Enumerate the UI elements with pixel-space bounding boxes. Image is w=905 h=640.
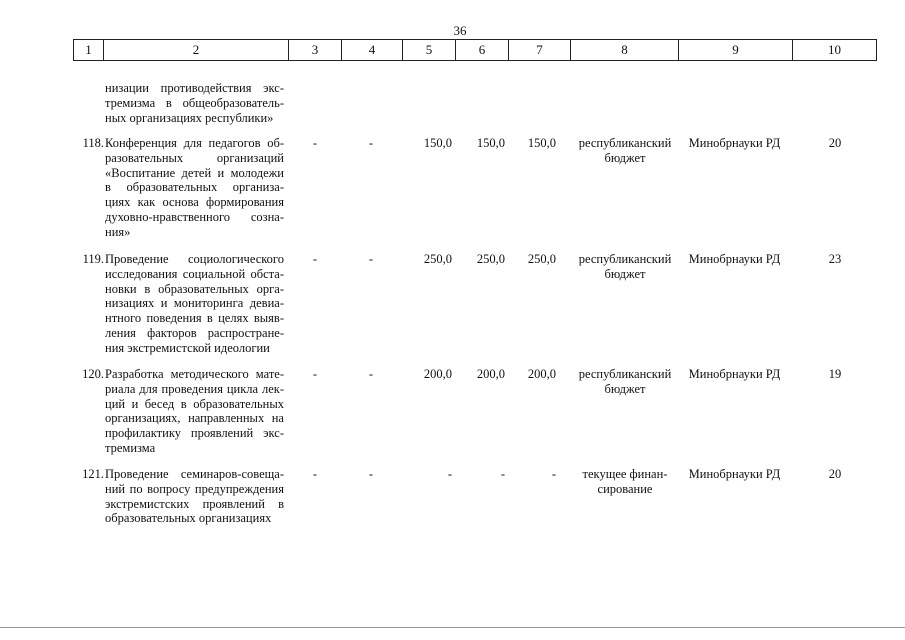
cell-col-3: - (312, 252, 318, 266)
text-line: исследования социальной обста- (105, 266, 284, 281)
cell-col-10: 19 (828, 367, 842, 381)
text-line: Проведение семинаров-совеща- (105, 467, 284, 481)
text-line: республиканский (578, 136, 672, 150)
cell-executor: Минобрнауки РД (688, 252, 781, 266)
row-number: 120. (82, 367, 104, 381)
cell-col-7: 150,0 (527, 136, 556, 150)
cell-col-6: - (500, 467, 505, 481)
text-line: бюджет (604, 266, 646, 281)
cell-executor: Минобрнауки РД (688, 467, 781, 481)
row-description (105, 136, 284, 240)
text-line: текущее финан- (582, 467, 668, 481)
cell-col-4: - (368, 136, 374, 150)
cell-col-5: 150,0 (423, 136, 452, 150)
text-line: республиканский (578, 367, 672, 381)
cell-col-10: 23 (828, 252, 842, 266)
cell-funding-source (570, 136, 680, 166)
cell-col-5: 250,0 (423, 252, 452, 266)
text-line: новки в образовательных орга- (105, 281, 284, 296)
header-col-2: 2 (103, 40, 288, 60)
text-line: тремизма в общеобразователь- (105, 95, 284, 110)
cell-col-7: - (551, 467, 556, 481)
header-col-3: 3 (288, 40, 341, 60)
text-line: ций и бесед в образовательных (105, 396, 284, 411)
header-col-8: 8 (570, 40, 678, 60)
text-line: образовательных организациях (105, 511, 272, 526)
page-number: 36 (453, 23, 467, 38)
text-line: сирование (597, 481, 653, 496)
cell-executor: Минобрнауки РД (688, 136, 781, 150)
text-line: Проведение социологического (105, 252, 284, 266)
text-line: нтного поведения в целях выяв- (105, 311, 284, 326)
header-col-6: 6 (455, 40, 508, 60)
text-line: риала для проведения цикла лек- (105, 381, 284, 396)
cell-col-5: 200,0 (423, 367, 452, 381)
text-line: духовно-нравственного созна- (105, 209, 284, 224)
text-line: ления факторов распростране- (105, 325, 284, 340)
cell-col-4: - (368, 252, 374, 266)
cell-col-7: 200,0 (527, 367, 556, 381)
cell-funding-source (570, 467, 680, 497)
cell-col-4: - (368, 367, 374, 381)
text-line: низациях и мониторинга девиа- (105, 296, 284, 311)
text-line: ния» (105, 224, 131, 239)
row-description (105, 467, 284, 526)
text-line: Разработка методического мате- (105, 367, 284, 381)
cell-col-3: - (312, 467, 318, 481)
cell-col-10: 20 (828, 467, 842, 481)
header-col-7: 7 (508, 40, 570, 60)
table-header (73, 39, 877, 61)
cell-col-3: - (312, 136, 318, 150)
text-line: разовательных организаций (105, 150, 284, 165)
row-number: 121. (82, 467, 104, 481)
text-line: Конференция для педагогов об- (105, 136, 284, 150)
scan-edge-line (0, 627, 905, 628)
cell-col-5: - (447, 467, 452, 481)
text-line: тремизма (105, 440, 156, 455)
text-line: в образовательных организа- (105, 180, 284, 195)
row-number: 119. (82, 252, 104, 266)
row-description (105, 252, 284, 356)
text-line: циях как основа формирования (105, 195, 284, 210)
text-line: экстремистских проявлений в (105, 496, 284, 511)
cell-funding-source (570, 252, 680, 282)
text-line: бюджет (604, 381, 646, 396)
row-description (105, 367, 284, 456)
text-line: ных организациях республики» (105, 110, 274, 125)
text-line: ния экстремистской идеологии (105, 340, 270, 355)
cell-col-7: 250,0 (527, 252, 556, 266)
cell-col-6: 250,0 (476, 252, 505, 266)
text-line: организациях, направленных на (105, 411, 284, 426)
cell-col-6: 200,0 (476, 367, 505, 381)
cell-funding-source (570, 367, 680, 397)
header-col-4: 4 (341, 40, 402, 60)
header-col-5: 5 (402, 40, 455, 60)
text-line: «Воспитание детей и молодежи (105, 165, 284, 180)
header-col-9: 9 (678, 40, 792, 60)
text-line: низации противодействия экс- (105, 81, 284, 95)
text-line: ний по вопросу предупреждения (105, 481, 284, 496)
cell-executor: Минобрнауки РД (688, 367, 781, 381)
cell-col-3: - (312, 367, 318, 381)
cell-col-6: 150,0 (476, 136, 505, 150)
cell-col-10: 20 (828, 136, 842, 150)
cell-col-4: - (368, 467, 374, 481)
text-line: республиканский (578, 252, 672, 266)
header-col-1: 1 (73, 40, 103, 60)
row-number: 118. (82, 136, 104, 150)
text-line: профилактику проявлений экс- (105, 426, 284, 441)
text-line: бюджет (604, 150, 646, 165)
header-col-10: 10 (792, 40, 877, 60)
continuation-text (105, 81, 284, 125)
